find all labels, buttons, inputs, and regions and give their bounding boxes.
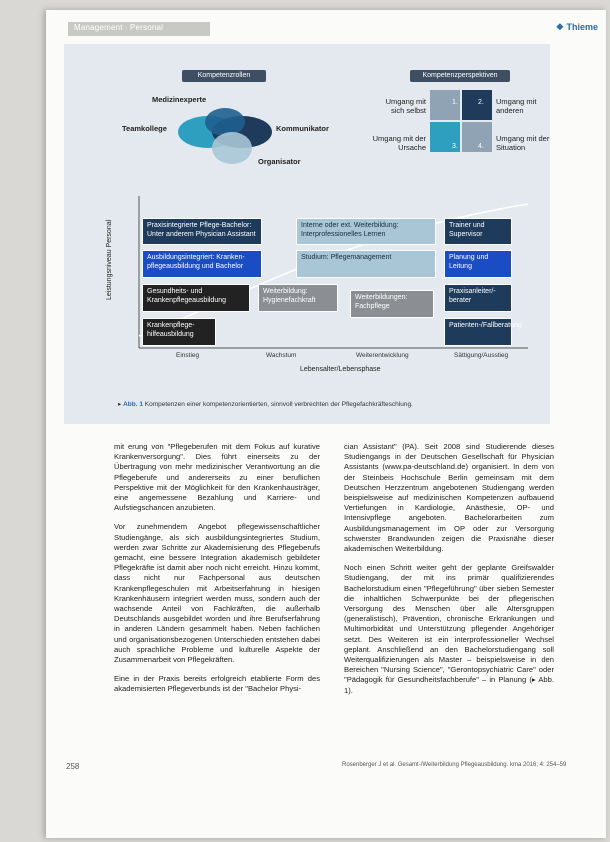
box-planung: Planung und Leitung [444,250,512,278]
box-praxisanleiter: Praxisanleiter/-berater [444,284,512,312]
left-paragraph-2: Vor zunehmendem Angebot pflegewissenschaftlicher Studiengänge, als sich ausbildungsintegriertes Studium, werden zwar Schritte zur Akademisierung des Pflegeberufs gemacht, eine bessere Integration akademisch gebildeter Pflegekräfte ist damit aber noch nicht erreicht. Hinzu kommt, dass nicht nur Fachpersonal aus deutschen Krankenpflegeschulen mit Arbeitserfahrung in hiesigen Krankenhäusern integriert werden muss, sondern auch der wachsende Anteil von Fachkräften, die außerhalb Deutschlands ausgebildet worden und ihre Berufserfahrung in anderen Ländern gesammelt haben. Neben fachlichen und organisationsbezogenen Unterschieden entstehen dabei auch sprachliche Probleme und kulturelle Aspekte der Zusammenarbeit von Pflegekräften. [114,522,320,665]
x-tick-growth: Wachstum [266,352,297,359]
role-team-colleague: Teamkollege [122,124,167,133]
figure-caption: ▸ Abb. 1 Kompetenzen einer kompetenzorientierten, sinnvoll verbrechten der Pflegefachkräfteschlung. [118,401,413,408]
perspective-cause: Umgang mit der Ursache [372,134,426,152]
box-praxis-bachelor: Praxisintegrierte Pflege-Bachelor: Unter anderem Physician Assistant [142,218,262,245]
thieme-badge: ❖ Thieme [555,22,598,32]
box-hygiene: Weiterbildung: Hygienefachkraft [258,284,338,312]
left-paragraph-1: mit erung von "Pflegeberufen mit dem Fokus auf kurative Krankenversorgung". Dies führt einerseits zu der Übertragung von mehr medizinischer Verantwortung an die Pflegeberufe und andererseits zu einer beruflichen Perspektive mit der Möglichkeit für den Krankenhausträger, eine angemessene Bezahlung und Karriere- und Aufstiegschancen anzubieten. [114,442,320,513]
perspectives-heading: Kompetenzperspektiven [410,70,510,82]
box-patientenberatung: Patienten-/Fallberatung [444,318,512,346]
section-header: Management ∙ Personal [74,23,164,32]
right-paragraph-1: cian Assistant" (PA). Seit 2008 sind Studierende dieses Studiengangs in der Deutschen Gesellschaft für Physician Assistants (www.pa-deutschland.de) organisiert. In dem von der Steinbeis Hochschule Berlin gemeinsam mit dem Deutschen Herzzentrum angebotenen Studiengang werden beispielsweise auf medizinischen Kompetenzen aufbauend Vertiefungen in Kardiologie, Anästhesie, OP- und Intensivpflege angeboten. Bachelorarbeiten zum Ausbildungsmanagement im OP oder zur Versorgung schwerster Brandwunden zeigen die Praxisnähe dieser akademischen Weiterbildung. [344,442,554,554]
perspective-self: Umgang mit sich selbst [385,97,426,115]
puzzle-num-1: 1. [452,99,458,106]
puzzle-num-3: 3. [452,143,458,150]
box-ausbildungsintegriert: Ausbildungsintegriert: Kranken-pflegeausbildung und Bachelor [142,250,262,278]
petal-bottom [212,132,252,164]
page-number: 258 [66,762,80,771]
x-tick-development: Weiterentwicklung [356,352,409,359]
thieme-badge-label: Thieme [566,22,598,32]
puzzle-num-4: 4. [478,143,484,150]
box-trainer: Trainer und Supervisor [444,218,512,245]
x-tick-saturation: Sättigung/Ausstieg [454,352,509,359]
box-studium: Studium: Pflegemanagement [296,250,436,278]
box-gesundheits: Gesundheits- und Krankenpflegeausbildung [142,284,250,312]
box-weiterbildung: Interne oder ext. Weiterbildung: Interprofessionelles Lernen [296,218,436,245]
perspective-situation: Umgang mit der Situation [496,134,550,152]
right-paragraph-2: Noch einen Schritt weiter geht der geplante Greifswalder Studiengang, der mit ins primär qualifizierendes Bachelorstudium einen "Pflegeführung" über sieben Semester die inhaltlichen Schwerpunkte bei der pflegerischen Versorgung des Menschen über alle Altersgruppen (generalistisch), Prävention, chronische Erkrankungen und Multimorbidität und Unterstützung pflegender Angehöriger setzt. Des Weiteren ist ein interprofessioneller Wechsel geplant. Anschließend an den Bachelorstudiengang soll Weiterqualifizierungen als Master – beispielsweise in den Bereichen "Nursing Science", "Gerontopsychiatric Care" oder "Pädagogik für Gesundheitsfachberufe" – in Planung (▸ Abb. 1). [344,563,554,695]
footer-citation: Rosenberger J et al. Gesamt-/Weiterbildung Pflegeausbildung. kma 2016; 4: 254–59 [342,762,567,768]
box-fachpflege: Weiterbildungen: Fachpflege [350,290,434,318]
perspectives-puzzle [430,90,492,152]
y-axis-label: Leistungsniveau Personal [106,219,113,300]
role-organizer: Organisator [258,157,301,166]
petal-top [205,108,245,136]
x-axis-label: Lebensalter/Lebensphase [300,366,381,373]
puzzle-piece-4 [462,122,492,152]
puzzle-num-2: 2. [478,99,484,106]
left-column [114,442,320,704]
perspective-others: Umgang mit anderen [496,97,537,115]
puzzle-piece-2 [462,90,492,120]
role-medical-expert: Medizinexperte [152,95,207,104]
left-paragraph-3: Eine in der Praxis bereits erfolgreich etablierte Form des akademisierten Pflegeverbunds ist der "Bachelor Physi- [114,674,320,694]
roles-heading: Kompetenzrollen [182,70,266,82]
role-communicator: Kommunikator [276,124,329,133]
right-column [344,442,554,705]
box-krankenpflegehilfe: Krankenpflege-hilfeausbildung [142,318,216,346]
caption-text: Kompetenzen einer kompetenzorientierten, sinnvoll verbrechten der Pflegefachkräfteschlung. [144,401,413,408]
x-tick-entry: Einstieg [176,352,200,359]
